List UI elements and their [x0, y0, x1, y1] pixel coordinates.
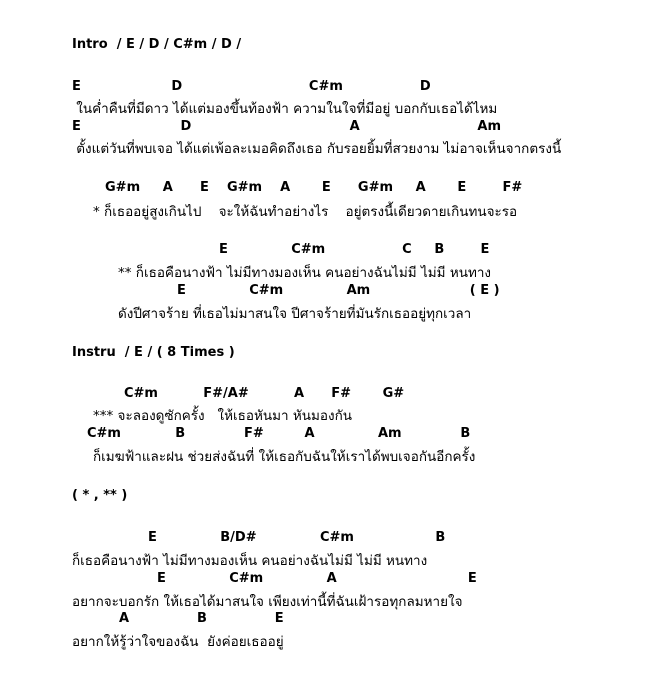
chord-line: E D A Am [72, 119, 501, 134]
chord-line: E B/D# C#m B [148, 530, 446, 545]
lyric-line: ตั้งแต่วันที่พบเจอ ได้แต่เพ้อละเมอคิดถึงเธอ กับรอยยิ้มที่สวยงาม ไม่อาจเห็นจากตรงนี้ [72, 141, 562, 157]
chord-line: G#m A E G#m A E G#m A E F# [105, 180, 523, 195]
lyric-line: ดังปีศาจร้าย ที่เธอไม่มาสนใจ ปีศาจร้ายที่มันรักเธออยู่ทุกเวลา [118, 306, 472, 322]
lyric-line: * ก็เธออยู่สูงเกินไป จะให้ฉันทำอย่างไร อยู่ตรงนี้เดียวดายเกินทนจะรอ [93, 204, 518, 220]
lyric-line: ในค่ำคืนที่มีดาว ได้แต่มองขึ้นท้องฟ้า ความในใจที่มีอยู่ บอกกับเธอได้ไหม [72, 101, 498, 117]
chord-line: C#m B F# A Am B [87, 426, 471, 441]
lyric-line: ** ก็เธอคือนางฟ้า ไม่มีทางมองเห็น คนอย่างฉันไม่มี ไม่มี หนทาง [118, 265, 492, 281]
chord-line: C#m F#/A# A F# G# [124, 386, 405, 401]
lyric-line: *** จะลองดูซักครั้ง ให้เธอหันมา หันมองกัน [93, 408, 353, 424]
lyric-line: อยากให้รู้ว่าใจของฉัน ยังค่อยเธออยู่ [72, 634, 284, 650]
lyric-line: ก็เธอคือนางฟ้า ไม่มีทางมองเห็น คนอย่างฉันไม่มี ไม่มี หนทาง [72, 553, 428, 569]
lyric-line: ก็เมฆฟ้าและฝน ช่วยส่งฉันที่ ให้เธอกับฉันให้เราได้พบเจอกันอีกครั้ง [93, 449, 476, 465]
lyric-line: อยากจะบอกรัก ให้เธอได้มาสนใจ เพียงเท่านี้ที่ฉันเฝ้ารอทุกลมหายใจ [72, 594, 463, 610]
chord-line: E D C#m D [72, 79, 431, 94]
chord-line: E C#m Am ( E ) [177, 283, 500, 298]
repeat-line: ( * , ** ) [72, 488, 128, 503]
chord-line: E C#m C B E [219, 242, 490, 257]
chord-line: A B E [119, 611, 284, 626]
chord-line: E C#m A E [157, 571, 477, 586]
instru-line: Instru / E / ( 8 Times ) [72, 345, 235, 360]
intro-line: Intro / E / D / C#m / D / [72, 37, 242, 52]
